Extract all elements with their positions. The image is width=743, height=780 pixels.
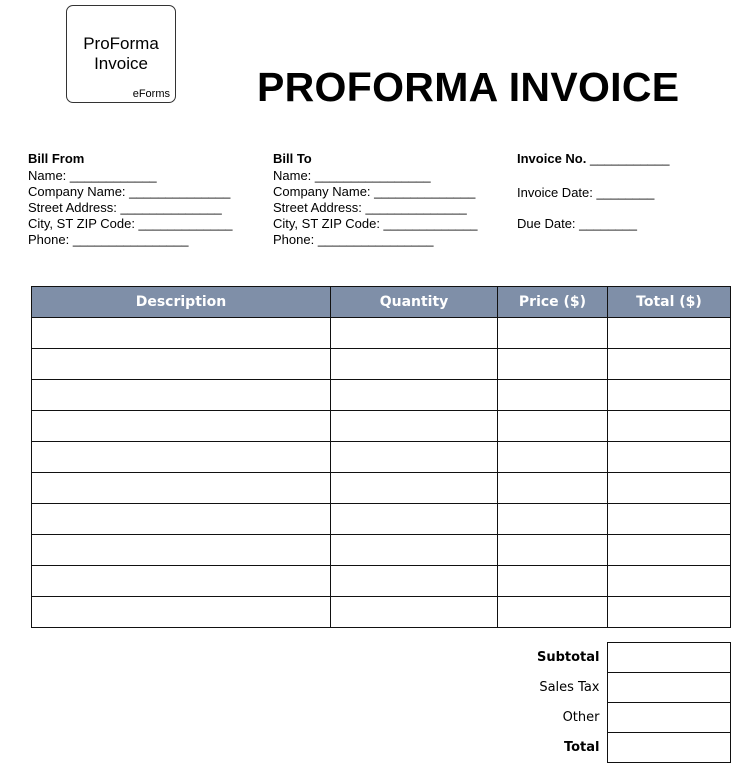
description-cell[interactable] <box>32 380 331 411</box>
logo-line-2: Invoice <box>94 54 148 73</box>
quantity-cell[interactable] <box>331 349 498 380</box>
other-row <box>31 703 730 733</box>
quantity-cell[interactable] <box>331 318 498 349</box>
other-label: Other <box>562 710 600 725</box>
description-cell[interactable] <box>32 318 331 349</box>
price-cell[interactable] <box>498 566 608 597</box>
total-row <box>31 733 730 763</box>
quantity-cell[interactable] <box>331 411 498 442</box>
bill-from-company: Company Name: ______________ <box>28 184 231 199</box>
total-label: Total <box>563 740 600 755</box>
subtotal-row <box>31 643 730 673</box>
bill-from-city: City, ST ZIP Code: _____________ <box>28 216 233 231</box>
description-cell[interactable] <box>32 349 331 380</box>
price-cell[interactable] <box>498 318 608 349</box>
document-title: PROFORMA INVOICE <box>257 64 680 110</box>
other-field[interactable] <box>607 703 730 733</box>
table-row <box>32 504 731 535</box>
table-row <box>32 473 731 504</box>
bill-to-city: City, ST ZIP Code: _____________ <box>273 216 478 231</box>
invoice-number-blank: ___________ <box>586 151 670 166</box>
eforms-logo <box>66 5 176 103</box>
header-quantity: Quantity <box>331 287 498 318</box>
table-row <box>32 380 731 411</box>
total-cell[interactable] <box>608 566 731 597</box>
quantity-cell[interactable] <box>331 504 498 535</box>
bill-to-section <box>273 151 478 248</box>
bill-from-name: Name: ____________ <box>28 168 157 183</box>
quantity-cell[interactable] <box>331 535 498 566</box>
subtotal-field[interactable] <box>607 643 730 673</box>
quantity-cell[interactable] <box>331 380 498 411</box>
table-row <box>32 597 731 628</box>
total-cell[interactable] <box>608 318 731 349</box>
due-date: Due Date: ________ <box>517 216 637 231</box>
price-cell[interactable] <box>498 535 608 566</box>
header-description: Description <box>32 287 331 318</box>
quantity-cell[interactable] <box>331 442 498 473</box>
logo-brand: eForms <box>132 88 170 100</box>
logo-line-1: ProForma <box>83 34 159 53</box>
bill-to-name: Name: ________________ <box>273 168 431 183</box>
price-cell[interactable] <box>498 349 608 380</box>
price-cell[interactable] <box>498 411 608 442</box>
price-cell[interactable] <box>498 504 608 535</box>
quantity-cell[interactable] <box>331 473 498 504</box>
header-price: Price ($) <box>498 287 608 318</box>
price-cell[interactable] <box>498 380 608 411</box>
total-cell[interactable] <box>608 535 731 566</box>
total-cell[interactable] <box>608 442 731 473</box>
table-row <box>32 566 731 597</box>
quantity-cell[interactable] <box>331 597 498 628</box>
bill-from-street: Street Address: ______________ <box>28 200 222 215</box>
description-cell[interactable] <box>32 597 331 628</box>
description-cell[interactable] <box>32 442 331 473</box>
line-items-body <box>32 318 731 628</box>
table-header-row <box>32 287 731 318</box>
table-row <box>32 318 731 349</box>
description-cell[interactable] <box>32 473 331 504</box>
invoice-number <box>517 151 670 166</box>
total-cell[interactable] <box>608 411 731 442</box>
sales-tax-field[interactable] <box>607 673 730 703</box>
total-cell[interactable] <box>608 473 731 504</box>
bill-to-phone: Phone: ________________ <box>273 232 434 247</box>
total-cell[interactable] <box>608 349 731 380</box>
total-cell[interactable] <box>608 380 731 411</box>
total-cell[interactable] <box>608 597 731 628</box>
description-cell[interactable] <box>32 535 331 566</box>
invoice-date: Invoice Date: ________ <box>517 185 655 200</box>
table-row <box>32 411 731 442</box>
line-items-table <box>31 286 731 628</box>
total-cell[interactable] <box>608 504 731 535</box>
bill-from-section <box>28 151 233 248</box>
table-row <box>32 442 731 473</box>
sales-tax-label: Sales Tax <box>539 680 600 695</box>
header-total: Total ($) <box>608 287 731 318</box>
table-row <box>32 349 731 380</box>
description-cell[interactable] <box>32 566 331 597</box>
bill-from-heading: Bill From <box>28 151 85 166</box>
table-row <box>32 535 731 566</box>
invoice-number-label: Invoice No. <box>517 151 587 166</box>
bill-to-company: Company Name: ______________ <box>273 184 476 199</box>
description-cell[interactable] <box>32 411 331 442</box>
subtotal-label: Subtotal <box>536 650 600 665</box>
total-field[interactable] <box>607 733 730 763</box>
price-cell[interactable] <box>498 473 608 504</box>
price-cell[interactable] <box>498 597 608 628</box>
description-cell[interactable] <box>32 504 331 535</box>
bill-to-street: Street Address: ______________ <box>273 200 467 215</box>
totals-table <box>31 642 731 763</box>
bill-to-heading: Bill To <box>273 151 312 166</box>
quantity-cell[interactable] <box>331 566 498 597</box>
sales-tax-row <box>31 673 730 703</box>
price-cell[interactable] <box>498 442 608 473</box>
bill-from-phone: Phone: ________________ <box>28 232 189 247</box>
